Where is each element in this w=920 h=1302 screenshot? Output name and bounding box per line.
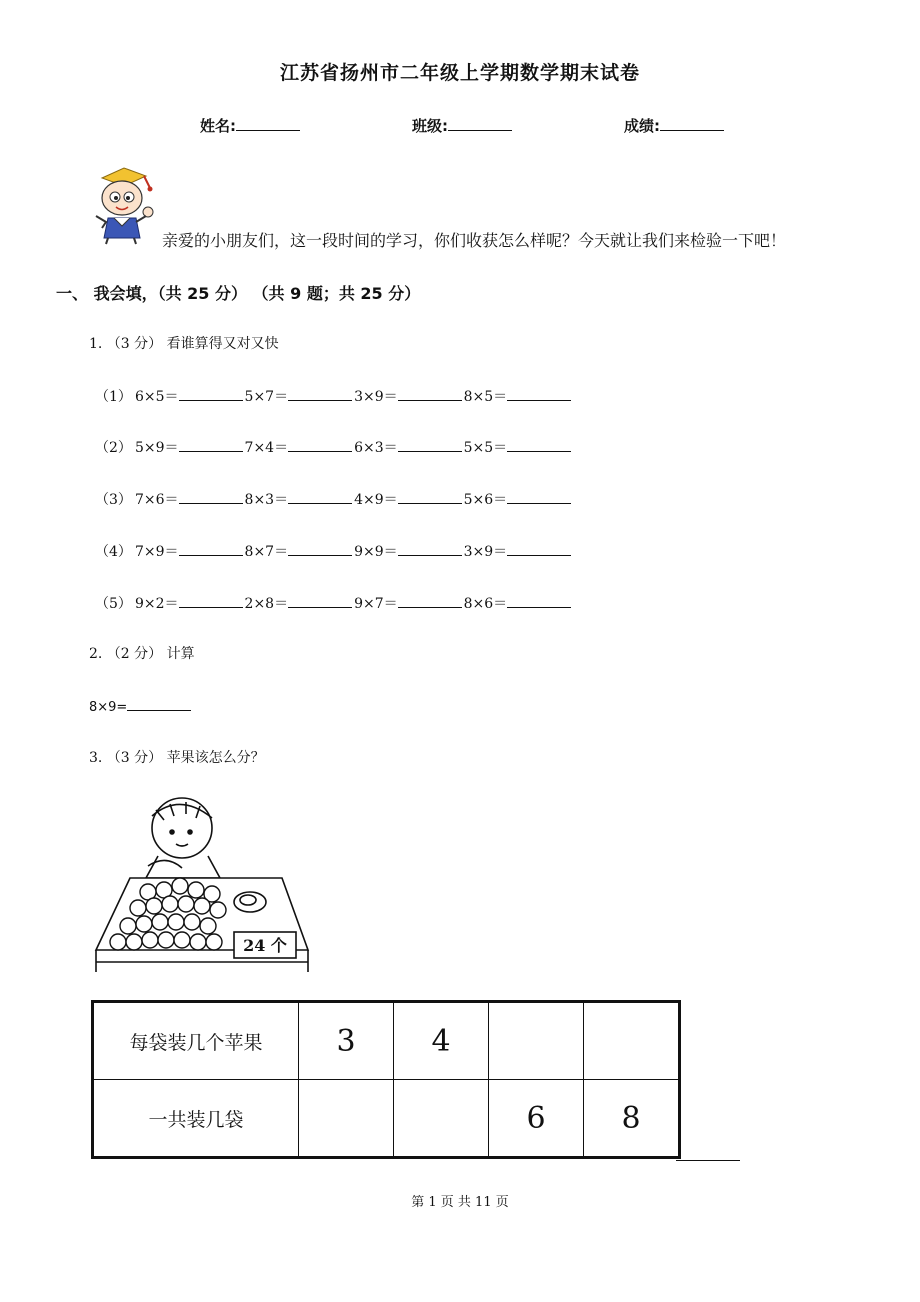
expr: 9×9＝ (354, 544, 398, 560)
answer-blank[interactable] (507, 436, 571, 452)
answer-blank[interactable] (288, 488, 352, 504)
expr: 9×2＝ (135, 596, 179, 612)
expr: 5×7＝ (244, 389, 289, 405)
score-blank[interactable] (660, 115, 724, 131)
score-field (624, 115, 724, 136)
table-cell: 3 (299, 1002, 394, 1080)
answer-blank[interactable] (507, 488, 571, 504)
expr: 2×8＝ (244, 596, 289, 612)
answer-blank[interactable] (179, 592, 243, 608)
expr: 9×7＝ (354, 596, 398, 612)
row-label: （2） (95, 440, 132, 456)
expr: 8×6＝ (463, 596, 508, 612)
answer-blank[interactable] (288, 385, 352, 401)
expr: 3×9＝ (463, 544, 508, 560)
answer-blank[interactable] (507, 540, 571, 556)
q1-row-2 (95, 436, 573, 457)
answer-blank[interactable] (127, 695, 191, 711)
answer-blank[interactable] (288, 592, 352, 608)
expr: 7×6＝ (135, 492, 179, 508)
row-header-total-bags: 一共装几袋 (93, 1080, 299, 1158)
q1-row-5 (95, 592, 573, 613)
table-cell[interactable] (299, 1080, 394, 1158)
answer-blank[interactable] (398, 436, 462, 452)
row-header-apples-per-bag: 每袋装几个苹果 (93, 1002, 299, 1080)
table-row (93, 1080, 680, 1158)
answer-blank[interactable] (179, 540, 243, 556)
expr: 8×7＝ (244, 544, 289, 560)
q2-expr: 8×9= (89, 700, 128, 715)
row-label: （3） (95, 492, 132, 508)
answer-blank[interactable] (179, 436, 243, 452)
score-label: 成绩: (624, 117, 660, 135)
page-footer: 第 1 页 共 11 页 (411, 1195, 509, 1210)
expr: 5×5＝ (463, 440, 508, 456)
answer-blank[interactable] (398, 488, 462, 504)
answer-blank[interactable] (398, 592, 462, 608)
expr: 7×4＝ (244, 440, 289, 456)
expr: 3×9＝ (354, 389, 398, 405)
expr: 4×9＝ (354, 492, 398, 508)
table-cell[interactable] (489, 1002, 584, 1080)
answer-blank[interactable] (507, 592, 571, 608)
answer-blank[interactable] (676, 1160, 740, 1161)
answer-blank[interactable] (288, 436, 352, 452)
answer-blank[interactable] (507, 385, 571, 401)
answer-blank[interactable] (398, 540, 462, 556)
question-2-heading: 2. （2 分） 计算 (89, 646, 195, 662)
answer-blank[interactable] (179, 488, 243, 504)
q1-row-4 (95, 540, 573, 561)
expr: 8×5＝ (463, 389, 508, 405)
name-blank[interactable] (236, 115, 300, 131)
q1-row-3 (95, 488, 573, 509)
table-row (93, 1002, 680, 1080)
expr: 6×5＝ (135, 389, 179, 405)
row-label: （1） (95, 389, 132, 405)
expr: 5×9＝ (135, 440, 179, 456)
table-cell: 4 (394, 1002, 489, 1080)
table-cell: 6 (489, 1080, 584, 1158)
boy-with-apples-illustration (90, 794, 318, 978)
expr: 5×6＝ (463, 492, 508, 508)
q2-equation (89, 695, 191, 715)
table-cell[interactable] (394, 1080, 489, 1158)
question-1-heading: 1. （3 分） 看谁算得又对又快 (89, 336, 279, 352)
name-field (200, 115, 300, 136)
section-heading: 一、 我会填，（共 25 分） （共 9 题；共 25 分） (56, 284, 421, 303)
expr: 7×9＝ (135, 544, 179, 560)
greeting-text: 亲爱的小朋友们，这一段时间的学习，你们收获怎么样呢？今天就让我们来检验一下吧！ (162, 231, 787, 250)
apple-count-sign: 24 个 (243, 936, 287, 955)
name-label: 姓名: (200, 117, 236, 135)
class-label: 班级: (412, 117, 448, 135)
answer-blank[interactable] (398, 385, 462, 401)
class-blank[interactable] (448, 115, 512, 131)
mascot-illustration (88, 166, 160, 246)
row-label: （4） (95, 544, 132, 560)
answer-blank[interactable] (179, 385, 243, 401)
row-label: （5） (95, 596, 132, 612)
expr: 8×3＝ (244, 492, 289, 508)
answer-blank[interactable] (288, 540, 352, 556)
table-cell: 8 (584, 1080, 680, 1158)
expr: 6×3＝ (354, 440, 398, 456)
apple-division-table (91, 1000, 681, 1159)
table-cell[interactable] (584, 1002, 680, 1080)
question-3-heading: 3. （3 分） 苹果该怎么分？ (89, 750, 265, 766)
class-field (412, 115, 512, 136)
q1-row-1 (95, 385, 573, 406)
page-title: 江苏省扬州市二年级上学期数学期末试卷 (279, 62, 640, 84)
